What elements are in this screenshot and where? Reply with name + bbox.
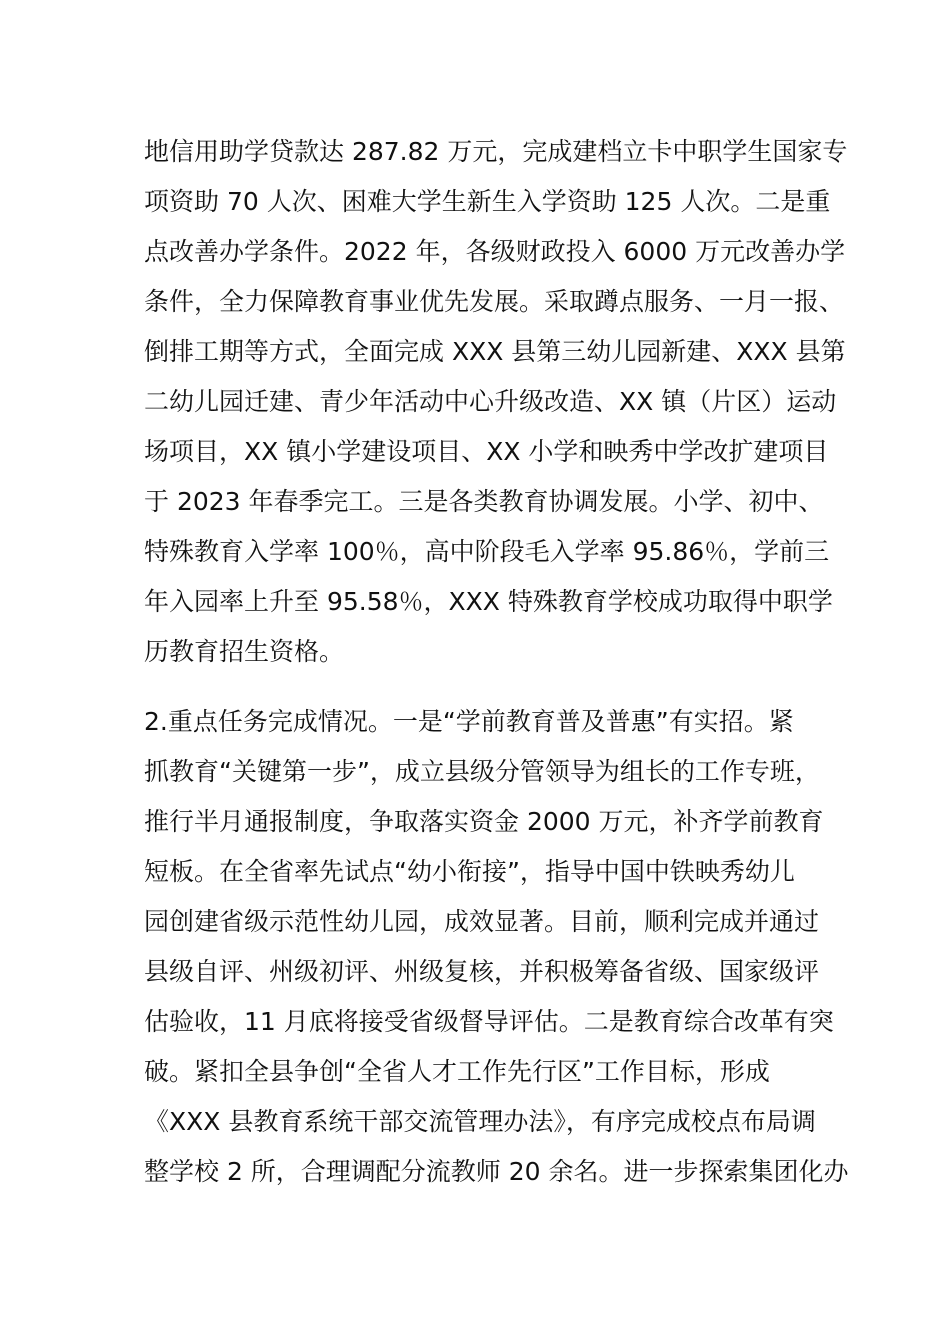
text-line: 县级自评、州级初评、州级复核，并积极筹备省级、国家级评 [144, 957, 820, 986]
text-line: 《XXX 县教育系统干部交流管理办法》，有序完成校点布局调 [144, 1107, 816, 1136]
text-line: 于 2023 年春季完工。三是各类教育协调发展。小学、初中、 [144, 487, 824, 516]
text-line: 历教育招生资格。 [144, 637, 345, 666]
text-line: 估验收，11 月底将接受省级督导评估。二是教育综合改革有突 [144, 1007, 834, 1036]
text-line: 破。紧扣全县争创“全省人才工作先行区”工作目标，形成 [144, 1057, 770, 1086]
text-line: 园创建省级示范性幼儿园，成效显著。目前，顺利完成并通过 [144, 907, 820, 936]
text-line: 项资助 70 人次、困难大学生新生入学资助 125 人次。二是重 [144, 187, 831, 216]
text-line: 2.重点任务完成情况。一是“学前教育普及普惠”有实招。紧 [144, 707, 794, 736]
text-line: 倒排工期等方式，全面完成 XXX 县第三幼儿园新建、XXX 县第 [144, 337, 846, 366]
text-line: 地信用助学贷款达 287.82 万元，完成建档立卡中职学生国家专 [144, 137, 848, 166]
text-line: 抓教育“关键第一步”，成立县级分管领导为组长的工作专班， [144, 757, 820, 786]
text-line: 场项目，XX 镇小学建设项目、XX 小学和映秀中学改扩建项目 [144, 437, 829, 466]
paragraph-education-funding [144, 127, 848, 677]
text-line: 点改善办学条件。2022 年，各级财政投入 6000 万元改善办学 [144, 237, 846, 266]
text-line: 整学校 2 所，合理调配分流教师 20 余名。进一步探索集团化办 [144, 1157, 849, 1186]
paragraph-key-tasks [144, 697, 849, 1197]
text-line: 推行半月通报制度，争取落实资金 2000 万元，补齐学前教育 [144, 807, 824, 836]
text-line: 特殊教育入学率 100％，高中阶段毛入学率 95.86％，学前三 [144, 537, 830, 566]
text-line: 二幼儿园迁建、青少年活动中心升级改造、XX 镇（片区）运动 [144, 387, 837, 416]
text-line: 条件，全力保障教育事业优先发展。采取蹲点服务、一月一报、 [144, 287, 845, 316]
text-line: 年入园率上升至 95.58％，XXX 特殊教育学校成功取得中职学 [144, 587, 833, 616]
text-line: 短板。在全省率先试点“幼小衔接”，指导中国中铁映秀幼儿 [144, 857, 795, 886]
